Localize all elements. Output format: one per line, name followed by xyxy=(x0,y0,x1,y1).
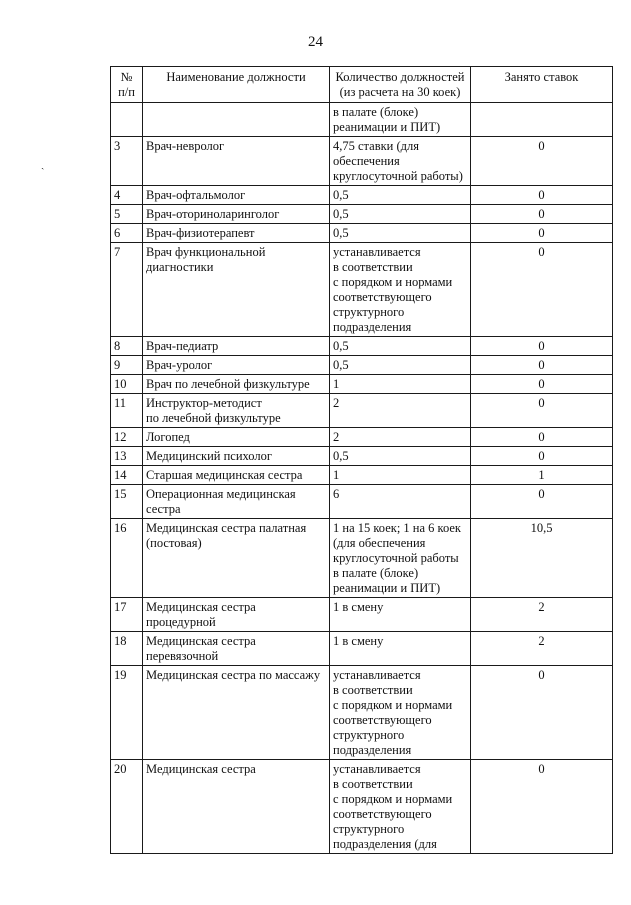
cell-num: 5 xyxy=(111,205,143,224)
cell-qty: 4,75 ставки (для обеспечения круглосуточной работы) xyxy=(330,137,471,186)
cell-qty: 0,5 xyxy=(330,205,471,224)
cell-name: Врач-оториноларинголог xyxy=(143,205,330,224)
cell-occupied: 0 xyxy=(471,375,613,394)
cell-occupied: 0 xyxy=(471,485,613,519)
cell-qty: 1 в смену xyxy=(330,598,471,632)
header-name: Наименование должности xyxy=(143,67,330,103)
cell-occupied: 2 xyxy=(471,598,613,632)
cell-occupied: 0 xyxy=(471,186,613,205)
continuation-row xyxy=(111,103,613,137)
cell-name: Врач функциональной диагностики xyxy=(143,243,330,337)
cell-qty: 0,5 xyxy=(330,356,471,375)
cell-num: 15 xyxy=(111,485,143,519)
cell-occupied: 10,5 xyxy=(471,519,613,598)
table-row xyxy=(111,760,613,854)
cell-num: 17 xyxy=(111,598,143,632)
cell-name: Операционная медицинская сестра xyxy=(143,485,330,519)
scan-speck: ˎ xyxy=(41,159,45,170)
cell-qty: устанавливается в соответствии с порядком и нормами соответствующего структурного подразделения (для xyxy=(330,760,471,854)
cell-qty: в палате (блоке) реанимации и ПИТ) xyxy=(330,103,471,137)
cell-name: Медицинский психолог xyxy=(143,447,330,466)
cell-num: 12 xyxy=(111,428,143,447)
cell-qty: 2 xyxy=(330,394,471,428)
cell-num: 9 xyxy=(111,356,143,375)
cell-occupied xyxy=(471,103,613,137)
cell-name: Логопед xyxy=(143,428,330,447)
header-occupied: Занято ставок xyxy=(471,67,613,103)
cell-occupied: 0 xyxy=(471,760,613,854)
table-row xyxy=(111,632,613,666)
cell-num: 18 xyxy=(111,632,143,666)
cell-name: Врач-педиатр xyxy=(143,337,330,356)
cell-occupied: 0 xyxy=(471,205,613,224)
header-num: № п/п xyxy=(111,67,143,103)
cell-name: Врач-офтальмолог xyxy=(143,186,330,205)
cell-num: 6 xyxy=(111,224,143,243)
cell-num: 13 xyxy=(111,447,143,466)
cell-name: Медицинская сестра палатная (постовая) xyxy=(143,519,330,598)
table-row xyxy=(111,666,613,760)
cell-name: Старшая медицинская сестра xyxy=(143,466,330,485)
table-header xyxy=(111,67,613,103)
table-row xyxy=(111,598,613,632)
cell-num: 8 xyxy=(111,337,143,356)
cell-name: Врач-физиотерапевт xyxy=(143,224,330,243)
cell-qty: устанавливается в соответствии с порядком и нормами соответствующего структурного подразделения xyxy=(330,666,471,760)
cell-num: 14 xyxy=(111,466,143,485)
cell-occupied: 0 xyxy=(471,447,613,466)
table-row xyxy=(111,224,613,243)
cell-qty: 1 xyxy=(330,375,471,394)
cell-num: 20 xyxy=(111,760,143,854)
cell-name: Медицинская сестра по массажу xyxy=(143,666,330,760)
table-row xyxy=(111,186,613,205)
cell-name: Врач-невролог xyxy=(143,137,330,186)
cell-qty: 1 в смену xyxy=(330,632,471,666)
cell-occupied: 2 xyxy=(471,632,613,666)
cell-occupied: 0 xyxy=(471,356,613,375)
cell-qty: устанавливается в соответствии с порядком и нормами соответствующего структурного подразделения xyxy=(330,243,471,337)
table-row xyxy=(111,356,613,375)
table-row xyxy=(111,485,613,519)
cell-qty: 1 xyxy=(330,466,471,485)
cell-num: 10 xyxy=(111,375,143,394)
table-row xyxy=(111,137,613,186)
table-row xyxy=(111,337,613,356)
cell-occupied: 0 xyxy=(471,337,613,356)
cell-num: 11 xyxy=(111,394,143,428)
cell-qty: 0,5 xyxy=(330,186,471,205)
cell-num: 19 xyxy=(111,666,143,760)
cell-name xyxy=(143,103,330,137)
cell-qty: 0,5 xyxy=(330,337,471,356)
cell-name: Медицинская сестра процедурной xyxy=(143,598,330,632)
table-row xyxy=(111,243,613,337)
cell-occupied: 0 xyxy=(471,243,613,337)
table-row xyxy=(111,375,613,394)
table-body xyxy=(111,103,613,854)
staffing-table xyxy=(110,66,613,854)
table-row xyxy=(111,205,613,224)
cell-occupied: 0 xyxy=(471,666,613,760)
cell-qty: 1 на 15 коек; 1 на 6 коек (для обеспечения круглосуточной работы в палате (блоке) реанимации и ПИТ) xyxy=(330,519,471,598)
cell-occupied: 0 xyxy=(471,224,613,243)
table-row xyxy=(111,519,613,598)
cell-name: Инструктор-методист по лечебной физкультуре xyxy=(143,394,330,428)
cell-qty: 6 xyxy=(330,485,471,519)
page-number: 24 xyxy=(308,34,323,50)
cell-qty: 2 xyxy=(330,428,471,447)
cell-name: Врач по лечебной физкультуре xyxy=(143,375,330,394)
cell-num: 16 xyxy=(111,519,143,598)
cell-occupied: 0 xyxy=(471,428,613,447)
header-qty: Количество должностей (из расчета на 30 коек) xyxy=(330,67,471,103)
cell-num: 4 xyxy=(111,186,143,205)
cell-num xyxy=(111,103,143,137)
cell-num: 7 xyxy=(111,243,143,337)
cell-qty: 0,5 xyxy=(330,224,471,243)
table-row xyxy=(111,428,613,447)
table-row xyxy=(111,466,613,485)
cell-name: Медицинская сестра xyxy=(143,760,330,854)
cell-qty: 0,5 xyxy=(330,447,471,466)
cell-name: Медицинская сестра перевязочной xyxy=(143,632,330,666)
cell-occupied: 0 xyxy=(471,394,613,428)
cell-name: Врач-уролог xyxy=(143,356,330,375)
cell-num: 3 xyxy=(111,137,143,186)
header-row xyxy=(111,67,613,103)
cell-occupied: 0 xyxy=(471,137,613,186)
cell-occupied: 1 xyxy=(471,466,613,485)
table-row xyxy=(111,447,613,466)
table-row xyxy=(111,394,613,428)
